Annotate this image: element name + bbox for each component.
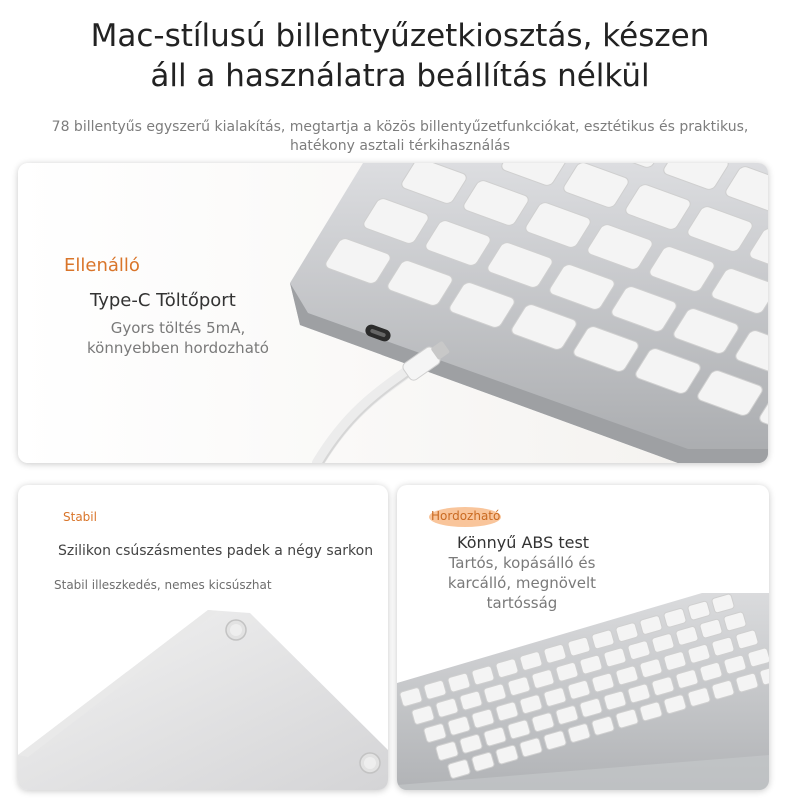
- feature-description-line-1: Gyors töltés 5mA,: [110, 319, 246, 337]
- keyboard-angle-photo: [397, 485, 769, 790]
- subline: [10, 118, 790, 156]
- keyboard-closeup-photo: [18, 163, 768, 463]
- subline-line-2: hatékony asztali térkihasználás: [289, 138, 511, 154]
- headline-line-2: áll a használatra beállítás nélkül: [150, 58, 650, 94]
- subline-line-1: 78 billentyűs egyszerű kialakítás, megtartja a közös billentyűzetfunkciókat, esztétikus és praktikus,: [51, 119, 749, 135]
- tag-label: Ellenálló: [64, 255, 140, 276]
- tag-label: Hordozható: [431, 509, 501, 523]
- keyboard-bottom-plate: [18, 610, 388, 790]
- feature-title: Type-C Töltőport: [90, 290, 236, 311]
- feature-description-line-2: karcálló, megnövelt: [447, 574, 597, 592]
- feature-description-line-2: könnyebben hordozható: [87, 339, 269, 357]
- feature-description: [58, 318, 298, 358]
- feature-title: Szilikon csúszásmentes padek a négy sarkon: [58, 543, 374, 559]
- tag-label: Stabil: [63, 510, 97, 524]
- feature-title: Könnyű ABS test: [457, 533, 590, 552]
- keyboard-underside-photo: [18, 485, 388, 790]
- headline-line-1: Mac-stílusú billentyűzetkiosztás, készen: [90, 18, 710, 54]
- feature-description: Stabil illeszkedés, nemes kicsúszhat: [54, 578, 272, 592]
- charging-port-card: [18, 163, 768, 463]
- feature-description-line-3: tartósság: [486, 594, 558, 612]
- abs-body-card: [397, 485, 769, 790]
- feature-description-line-1: Tartós, kopásálló és: [448, 554, 596, 572]
- anti-slip-pads-card: [18, 485, 388, 790]
- headline: [0, 16, 800, 96]
- feature-description: [427, 553, 617, 613]
